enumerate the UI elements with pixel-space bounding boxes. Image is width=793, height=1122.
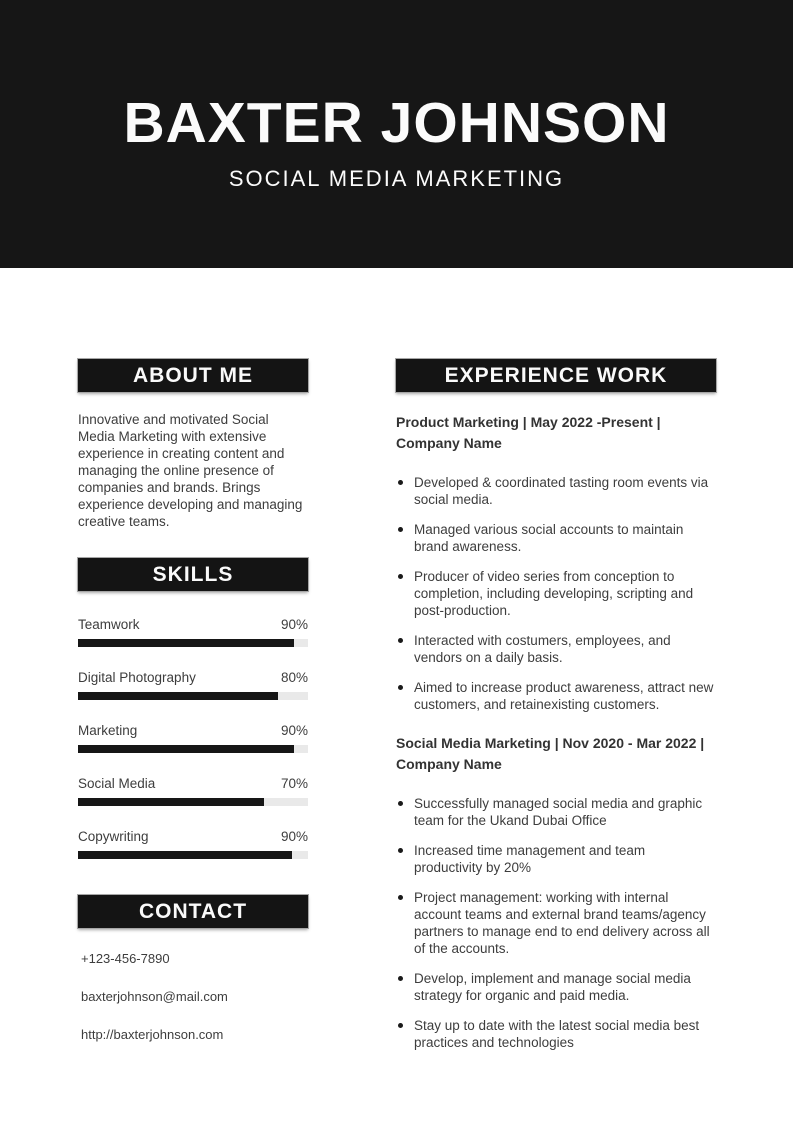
person-title: SOCIAL MEDIA MARKETING: [228, 165, 565, 191]
job-bullet: [396, 568, 716, 619]
contact-section-header: CONTACT: [78, 895, 308, 928]
bullet-dot-icon: [398, 685, 403, 690]
skill-name: Digital Photography: [78, 670, 196, 685]
bullet-dot-icon: [398, 976, 403, 981]
skill-bar-fill: [78, 851, 292, 859]
contact-email: baxterjohnson@mail.com: [81, 989, 228, 1004]
skill-bar-fill: [78, 745, 294, 753]
skill-name: Marketing: [78, 723, 138, 738]
job-bullet-list: [396, 795, 716, 1051]
person-name: BAXTER JOHNSON: [123, 91, 670, 156]
bullet-text: Aimed to increase product awareness, attract new customers, and retainexisting customers.: [414, 680, 714, 712]
job-bullet: [396, 889, 716, 957]
bullet-dot-icon: [398, 1023, 403, 1028]
skill-name: Social Media: [78, 776, 156, 791]
bullet-dot-icon: [398, 480, 403, 485]
bullet-text: Project management: working with internal account teams and external brand teams/agency partners to manage end to end delivery across all of the accounts.: [414, 890, 710, 956]
job-bullet: [396, 632, 716, 666]
bullet-dot-icon: [398, 848, 403, 853]
job-bullet: [396, 842, 716, 876]
hero-header: [0, 0, 793, 268]
about-text: Innovative and motivated Social Media Marketing with extensive experience in creating content and managing the online presence of companies and brands. Brings experience developing and managing creative teams.: [78, 412, 303, 529]
skill-percent: 90%: [280, 829, 308, 844]
skills-list: [78, 616, 308, 859]
skill-bar-track: [78, 692, 308, 700]
skill-percent: 90%: [280, 723, 308, 738]
job-entry: [396, 412, 716, 713]
bullet-text: Interacted with costumers, employees, and vendors on a daily basis.: [414, 633, 671, 665]
skill-row: [78, 616, 308, 647]
left-column: [78, 359, 308, 1064]
bullet-dot-icon: [398, 527, 403, 532]
skill-percent: 80%: [280, 670, 308, 685]
job-bullet: [396, 474, 716, 508]
bullet-text: Successfully managed social media and graphic team for the Ukand Dubai Office: [414, 796, 703, 828]
job-entry: [396, 733, 716, 1051]
job-bullet: [396, 679, 716, 713]
bullet-dot-icon: [398, 574, 403, 579]
skill-percent: 70%: [280, 776, 308, 791]
bullet-dot-icon: [398, 638, 403, 643]
skill-row: [78, 669, 308, 700]
job-bullet-list: [396, 474, 716, 713]
bullet-text: Managed various social accounts to maintain brand awareness.: [414, 522, 684, 554]
job-bullet: [396, 795, 716, 829]
skill-bar-track: [78, 639, 308, 647]
skill-bar-fill: [78, 692, 278, 700]
job-heading: Social Media Marketing | Nov 2020 - Mar 2022 | Company Name: [396, 735, 705, 772]
contact-list: [78, 950, 308, 1043]
bullet-text: Developed & coordinated tasting room events via social media.: [414, 475, 709, 507]
job-bullet: [396, 1017, 716, 1051]
about-section-header: ABOUT ME: [78, 359, 308, 392]
right-column: [396, 359, 716, 1064]
job-bullet: [396, 521, 716, 555]
skill-bar-track: [78, 745, 308, 753]
bullet-dot-icon: [398, 801, 403, 806]
skill-bar-track: [78, 851, 308, 859]
bullet-text: Develop, implement and manage social media strategy for organic and paid media.: [414, 971, 691, 1003]
skill-bar-fill: [78, 639, 294, 647]
experience-section-header: EXPERIENCE WORK: [396, 359, 716, 392]
job-heading: Product Marketing | May 2022 -Present | Company Name: [396, 414, 661, 451]
bullet-text: Producer of video series from conception to completion, including developing, scripting and post-production.: [414, 569, 694, 618]
contact-phone: +123-456-7890: [81, 951, 170, 966]
bullet-text: Increased time management and team productivity by 20%: [414, 843, 646, 875]
skill-bar-fill: [78, 798, 264, 806]
bullet-text: Stay up to date with the latest social media best practices and technologies: [414, 1018, 700, 1050]
skill-row: [78, 722, 308, 753]
skill-row: [78, 775, 308, 806]
skill-name: Teamwork: [78, 617, 140, 632]
skill-percent: 90%: [280, 617, 308, 632]
skill-bar-track: [78, 798, 308, 806]
contact-website: http://baxterjohnson.com: [81, 1027, 224, 1042]
skills-section-header: SKILLS: [78, 558, 308, 591]
skill-row: [78, 828, 308, 859]
bullet-dot-icon: [398, 895, 403, 900]
job-bullet: [396, 970, 716, 1004]
skill-name: Copywriting: [78, 829, 149, 844]
